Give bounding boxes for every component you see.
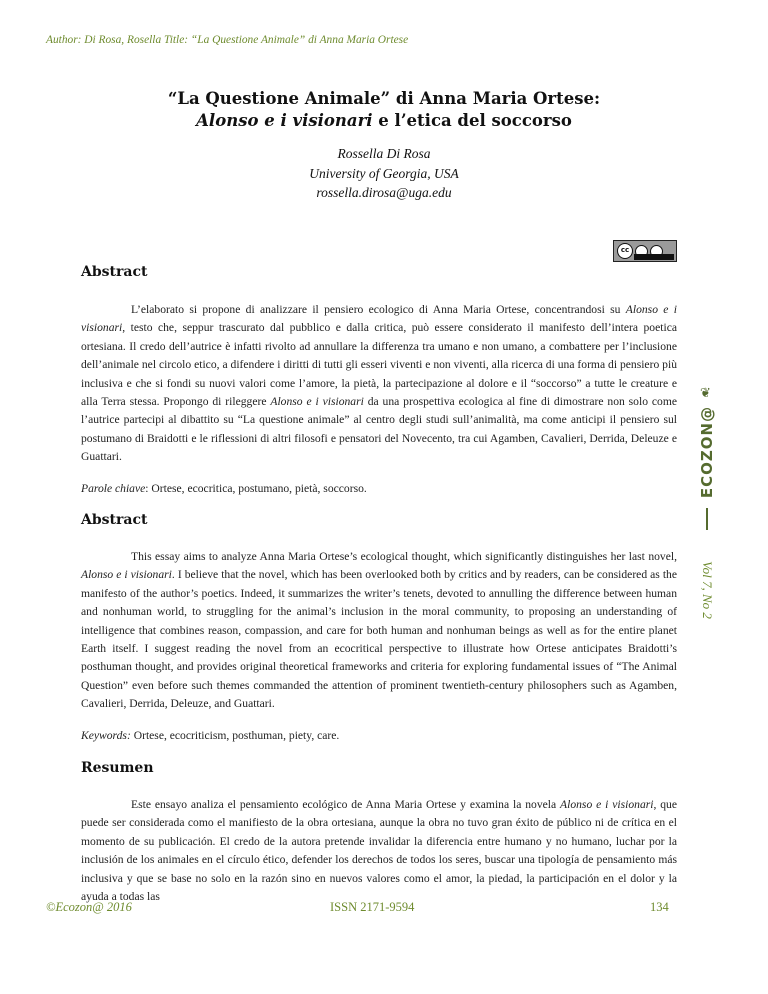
abstract-paragraph-it xyxy=(81,301,677,467)
footer-issn: ISSN 2171-9594 xyxy=(330,900,415,914)
resumen-heading: Resumen xyxy=(81,760,154,776)
footer-copyright: ©Ecozon@ 2016 xyxy=(46,900,132,914)
para-text: . I believe that the novel, which has been overlooked both by critics and by readers, can be considered as the manifesto of the author’s poetics. Indeed, it summarizes the writer’s tenets, devoted to annulling the difference between human and nonhuman world, to struggling for the animal’s inclusion in the moral community, to proposing an understanding of intelligence that combines reason, compassion, and care for both human and nonhuman beings as well as for the entire planet Earth itself. I suggest reading the novel from an ecocritical perspective to illustrate how Ortese anticipates Braidotti’s posthuman thought, and provides original theoretical frameworks and criteria for exploring fundamental issues of “The Animal Question” even before such themes commanded the attention of prominent twentieth-century philosophers such as Agamben, Cavalieri, Derrida, Deleuze, and Guattari. xyxy=(81,568,677,711)
title-italic-part: Alonso e i visionari xyxy=(196,111,373,130)
para-text: , testo che, seppur trascurato dal pubblico e dalla critica, può essere considerato il manifesto dell’intera poetica ortesiana. Il credo dell’autrice è infatti rivolto ad annullare la differenza tra umano e non umano, a combattere per l’inclusione dell’animale nel circolo etico, a difendere i diritti di tutti gli esseri viventi e non viventi, alla ricerca di una forma di pensiero più inclusiva e che si fondi su nuovi valori come l’amore, la pietà, la partecipazione al dolore e il “soccorso” a tutte le creature e alla Terra stessa. Propongo di rileggere xyxy=(81,321,677,409)
creative-commons-by-nc-icon[interactable] xyxy=(613,240,677,262)
para-italic: Alonso e i visionari xyxy=(81,303,677,335)
article-title xyxy=(0,88,768,132)
volume-label: Vol 7, No 2 xyxy=(700,561,715,619)
title-line-2 xyxy=(0,110,768,132)
author-affiliation: University of Georgia, USA xyxy=(309,165,459,181)
keywords-label: Keywords: xyxy=(81,729,131,742)
author-block xyxy=(0,144,768,203)
keywords-en xyxy=(81,729,677,742)
resumen-paragraph xyxy=(81,796,677,906)
abstract-heading-it: Abstract xyxy=(81,264,148,280)
para-italic: Alonso e i visionari xyxy=(270,395,364,409)
sidebar-divider xyxy=(706,508,708,530)
author-name: Rossella Di Rosa xyxy=(337,146,431,161)
cc-icon: cc xyxy=(617,243,633,259)
leaf-icon: ❦ xyxy=(700,386,711,401)
license-label-bar xyxy=(634,254,674,260)
keywords-label: Parole chiave xyxy=(81,482,146,495)
para-text: L’elaborato si propone di analizzare il pensiero ecologico di Anna Maria Ortese, concentrandosi su xyxy=(131,303,626,316)
title-rest-part: e l’etica del soccorso xyxy=(372,111,572,130)
para-text: , que puede ser considerada como el manifiesto de la obra ortesiana, aunque la obra no tuvo gran éxito de público ni de crítica en el momento de su publicación. El credo de la autora pretende invalidar la diferencia entre humano y no humano, luchar por la inclusión de los animales en el círculo ético, defender los derechos de todos los seres, buscar una tipología de pensamiento más inclusiva y que se base no solo en la razón sino en nuevos valores como el amor, la piedad, la participación en el dolor y la ayuda a todas las xyxy=(81,798,677,904)
title-line-1: “La Questione Animale” di Anna Maria Ortese: xyxy=(167,89,601,108)
keywords-it xyxy=(81,482,677,495)
page-number: 134 xyxy=(650,900,669,914)
keywords-values: Ortese, ecocriticism, posthuman, piety, care. xyxy=(130,729,340,742)
journal-logo: ECOZON@ xyxy=(698,405,716,499)
author-email[interactable]: rossella.dirosa@uga.edu xyxy=(316,185,452,200)
para-italic: Alonso e i visionari xyxy=(560,798,654,811)
abstract-paragraph-en xyxy=(81,548,677,714)
running-header: Author: Di Rosa, Rosella Title: “La Questione Animale” di Anna Maria Ortese xyxy=(46,34,409,46)
para-text: Este ensayo analiza el pensamiento ecológico de Anna Maria Ortese y examina la novela xyxy=(131,798,561,811)
para-text: This essay aims to analyze Anna Maria Ortese’s ecological thought, which significantly distinguishes her last novel, xyxy=(131,550,677,563)
para-text: da una prospettiva ecologica al fine di dimostrare non solo come l’autrice partecipi al dibattito su “La questione animale” al centro degli studi sull’animalità, ma come anticipi il pensiero sul postumano di Braidotti e le riflessioni di altri filosofi e pensatori del Novecento, tra cui Agamben, Cavalieri, Derrida, Deleuze e Guattari. xyxy=(81,395,677,464)
para-italic: Alonso e i visionari xyxy=(81,568,172,582)
keywords-values: : Ortese, ecocritica, postumano, pietà, soccorso. xyxy=(145,482,367,495)
abstract-heading-en: Abstract xyxy=(81,512,148,528)
